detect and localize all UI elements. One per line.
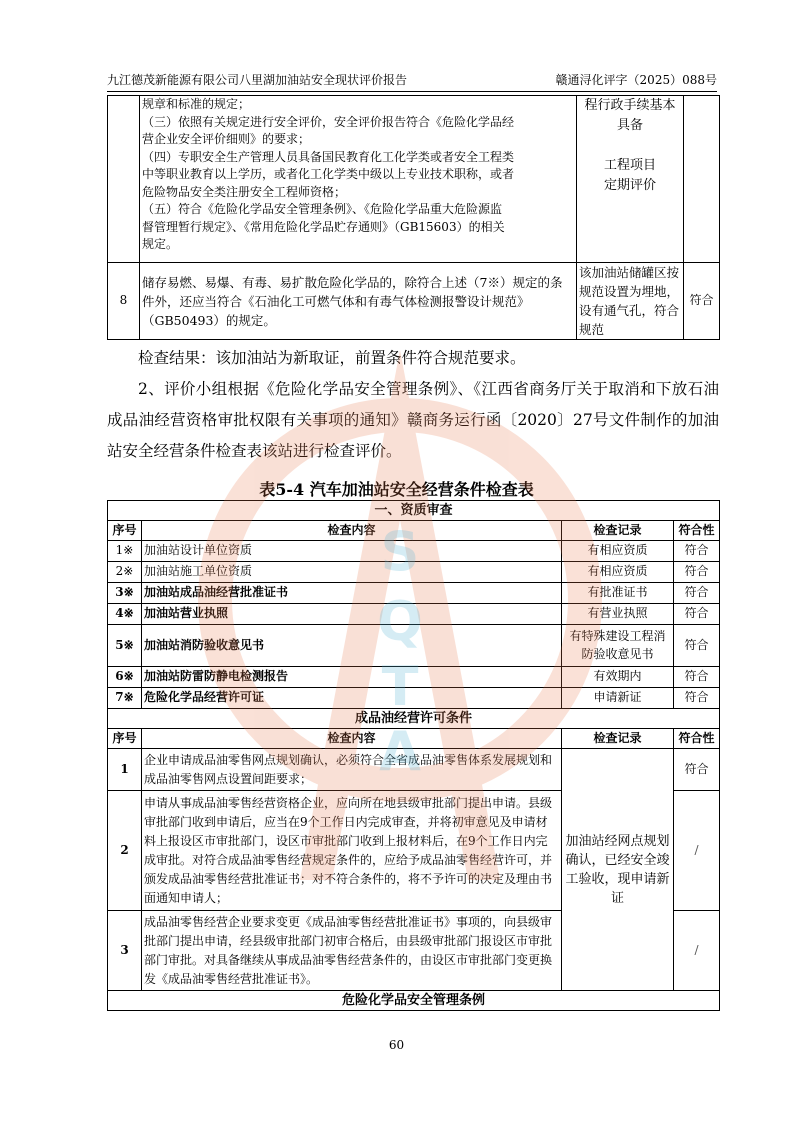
content-line: 督管理暂行规定》、《常用危险化学品贮存通则》（GB15603）的相关 xyxy=(142,219,505,234)
table-row xyxy=(108,583,720,604)
row-result: / xyxy=(674,911,720,991)
record-line: 具备 xyxy=(616,118,643,133)
row-result: 符合 xyxy=(674,541,720,562)
content-line: （三）依照有关规定进行安全评价，安全评价报告符合《危险化学品经 xyxy=(142,114,515,129)
row-content: 加油站防雷防静电检测报告 xyxy=(142,667,562,688)
row-content: 企业申请成品油零售网点规划确认，必须符合全省成品油零售体系发展规划和成品油零售网点设置间距要求； xyxy=(142,749,562,791)
row-content-cell xyxy=(140,96,577,263)
row-no-cell: 8 xyxy=(108,263,140,340)
watermark-letter: T xyxy=(381,655,419,718)
table-row xyxy=(108,625,720,667)
row-no: 3 xyxy=(108,911,142,991)
row-no-cell xyxy=(108,96,140,263)
record-line: 定期评价 xyxy=(603,178,656,193)
row-content: 加油站营业执照 xyxy=(142,604,562,625)
row-content: 危险化学品经营许可证 xyxy=(142,688,562,709)
continued-check-table xyxy=(107,95,720,340)
row-no: 5※ xyxy=(108,625,142,667)
content-line: 中等职业教育以上学历，或者化工化学类中级以上专业技术职称，或者 xyxy=(142,167,515,181)
row-no: 6※ xyxy=(108,667,142,688)
content-line: 规章和标准的规定； xyxy=(142,97,251,111)
row-content: 加油站施工单位资质 xyxy=(142,562,562,583)
row-result: 符合 xyxy=(674,688,720,709)
header-record: 检查记录 xyxy=(562,729,674,749)
row-record-cell: 该加油站储罐区按规范设置为埋地，设有通气孔，符合规范 xyxy=(577,263,684,340)
row-record: 有相应资质 xyxy=(562,562,674,583)
header-result: 符合性 xyxy=(674,729,720,749)
row-no: 3※ xyxy=(108,583,142,604)
row-record: 有营业执照 xyxy=(562,604,674,625)
section-hazardous-regulation: 危险化学品安全管理条例 xyxy=(108,991,720,1011)
merged-record: 加油站经网点规划确认，已经安全竣工验收，现申请新证 xyxy=(562,749,674,991)
row-record: 有效期内 xyxy=(562,667,674,688)
content-line: 危险物品安全类注册安全工程师资格； xyxy=(142,184,347,199)
evaluation-paragraph: 2、评价小组根据《危险化学品安全管理条例》、《江西省商务厅关于取消和下放石油成品油经营资格审批权限有关事项的通知》赣商务运行函〔2020〕27号文件制作的加油站安全经营条件检查表该站进行检查评价。 xyxy=(107,380,719,460)
row-no: 2 xyxy=(108,791,142,911)
row-record: 申请新证 xyxy=(562,688,674,709)
check-result-paragraph: 检查结果：该加油站为新取证，前置条件符合规范要求。 xyxy=(138,349,526,367)
watermark-letter: Q xyxy=(377,590,423,653)
row-no: 7※ xyxy=(108,688,142,709)
header-content: 检查内容 xyxy=(142,729,562,749)
row-result: 符合 xyxy=(674,625,720,667)
section-header-row xyxy=(108,991,720,1011)
record-line: 工程项目 xyxy=(603,158,656,173)
record-spacer xyxy=(579,136,681,156)
row-no: 2※ xyxy=(108,562,142,583)
header-no: 序号 xyxy=(108,729,142,749)
header-result: 符合性 xyxy=(674,521,720,541)
table-row xyxy=(108,749,720,791)
column-header-row xyxy=(108,521,720,541)
row-record: 有相应资质 xyxy=(562,541,674,562)
row-no: 4※ xyxy=(108,604,142,625)
row-content: 成品油零售经营企业要求变更《成品油零售经营批准证书》事项的，向县级审批部门提出申请，经县级审批部门初审合格后，由县级审批部门报设区市审批部门审批。对具备继续从事成品油零售经营条件的，由设区市审批部门变更换发《成品油零售经营批准证书》。 xyxy=(142,911,562,991)
row-record: 有特殊建设工程消防验收意见书 xyxy=(562,625,674,667)
content-line: 营企业安全评价细则》的要求； xyxy=(142,132,311,146)
row-result: / xyxy=(674,791,720,911)
row-result: 符合 xyxy=(674,562,720,583)
row-record: 有批准证书 xyxy=(562,583,674,604)
row-content: 申请从事成品油零售经营资格企业，应向所在地县级审批部门提出申请。县级审批部门收到申请后，应当在9个工作日内完成审查，并将初审意见及申请材料上报设区市审批部门，设区市审批部门收到上报材料后，在9个工作日内完成审批。对符合成品油零售经营规定条件的，应给予成品油零售经营许可，并颁发成品油零售经营批准证书；对不符合条件的，将不予许可的决定及理由书面通知申请人； xyxy=(142,791,562,911)
header-report-no: 赣通浔化评字（2025）088号 xyxy=(555,73,717,87)
header-no: 序号 xyxy=(108,521,142,541)
row-result: 符合 xyxy=(674,749,720,791)
header-record: 检查记录 xyxy=(562,521,674,541)
record-line: 程行政手续基本 xyxy=(584,98,676,113)
row-result: 符合 xyxy=(674,667,720,688)
table-row xyxy=(108,96,720,263)
page-header xyxy=(107,66,717,92)
row-content: 加油站设计单位资质 xyxy=(142,541,562,562)
content-line: （四）专职安全生产管理人员具备国民教育化工化学类或者安全工程类 xyxy=(142,149,515,164)
row-content-cell: 储存易燃、易爆、有毒、易扩散危险化学品的，除符合上述（7※）规定的条件外，还应当符合《石油化工可燃气体和有毒气体检测报警设计规范》（GB50493）的规定。 xyxy=(140,263,577,340)
section-qualification: 一、资质审查 xyxy=(108,501,720,521)
row-result-cell: 符合 xyxy=(684,263,720,340)
table-row xyxy=(108,541,720,562)
table-row xyxy=(108,604,720,625)
watermark-letter: A xyxy=(379,720,421,783)
row-record-cell xyxy=(577,96,684,263)
watermark-letter: S xyxy=(380,520,420,583)
content-line: 规定。 xyxy=(142,237,179,251)
header-company: 九江德茂新能源有限公司八里湖加油站安全现状评价报告 xyxy=(107,73,408,87)
table-row xyxy=(108,263,720,340)
column-header-row xyxy=(108,729,720,749)
table-row xyxy=(108,667,720,688)
table-row xyxy=(108,562,720,583)
gas-station-check-table xyxy=(107,500,720,1011)
content-line: （五）符合《危险化学品安全管理条例》、《危险化学品重大危险源监 xyxy=(142,202,503,216)
table-row xyxy=(108,688,720,709)
header-content: 检查内容 xyxy=(142,521,562,541)
row-result: 符合 xyxy=(674,604,720,625)
table-title: 表5-4 汽车加油站安全经营条件检查表 xyxy=(259,480,534,499)
section-header-row xyxy=(108,709,720,729)
row-result-cell xyxy=(684,96,720,263)
page-number: 60 xyxy=(388,1038,405,1052)
section-header-row xyxy=(108,501,720,521)
row-no: 1 xyxy=(108,749,142,791)
row-content: 加油站消防验收意见书 xyxy=(142,625,562,667)
row-no: 1※ xyxy=(108,541,142,562)
row-content: 加油站成品油经营批准证书 xyxy=(142,583,562,604)
section-license: 成品油经营许可条件 xyxy=(108,709,720,729)
row-result: 符合 xyxy=(674,583,720,604)
